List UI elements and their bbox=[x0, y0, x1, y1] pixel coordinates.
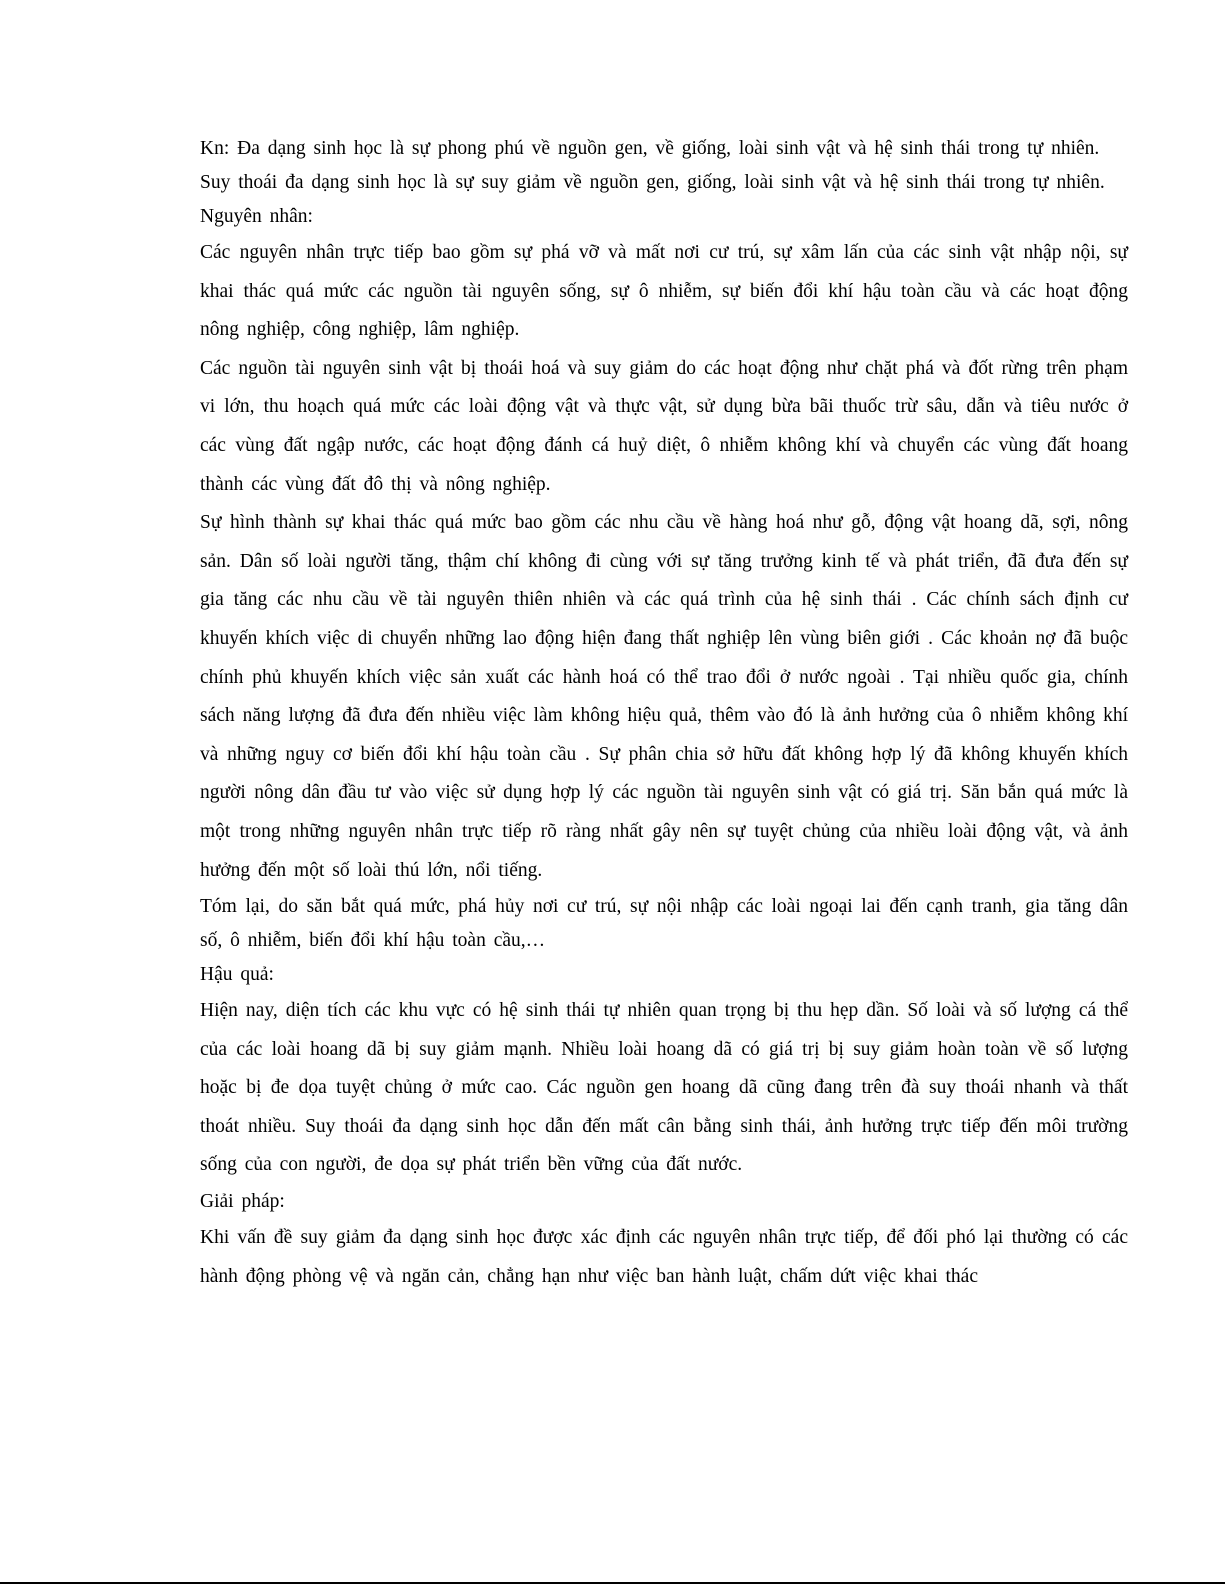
causes-direct-paragraph: Các nguyên nhân trực tiếp bao gồm sự phá vỡ và mất nơi cư trú, sự xâm lấn của các sinh vật nhập nội, sự khai thác quá mức các nguồn tài nguyên sống, sự ô nhiễm, sự biến đổi khí hậu toàn cầu và các hoạt động nông nghiệp, công nghiệp, lâm nghiệp. bbox=[200, 242, 1128, 341]
solutions-heading: Giải pháp: bbox=[200, 1191, 285, 1213]
solutions-paragraph: Khi vấn đề suy giảm đa dạng sinh học được xác định các nguyên nhân trực tiếp, để đối phó lại thường có các hành động phòng vệ và ngăn cản, chẳng hạn như việc ban hành luật, chấm dứt việc khai thác bbox=[200, 1227, 1128, 1287]
causes-resources-paragraph: Các nguồn tài nguyên sinh vật bị thoái hoá và suy giảm do các hoạt động như chặt phá và đốt rừng trên phạm vi lớn, thu hoạch quá mức các loài động vật và thực vật, sử dụng bừa bãi thuốc trừ sâu, dẫn và tiêu nước ở các vùng đất ngập nước, các hoạt động đánh cá huỷ diệt, ô nhiễm không khí và chuyển các vùng đất hoang thành các vùng đất đô thị và nông nghiệp. bbox=[200, 357, 1128, 495]
causes-exploitation-paragraph: Sự hình thành sự khai thác quá mức bao gồm các nhu cầu về hàng hoá như gỗ, động vật hoang dã, sợi, nông sản. Dân số loài người tăng, thậm chí không đi cùng với sự tăng trưởng kinh tế và phát triển, đã đưa đến sự gia tăng các nhu cầu về tài nguyên thiên nhiên và các quá trình của hệ sinh thái . Các chính sách định cư khuyến khích việc di chuyển những lao động hiện đang thất nghiệp lên vùng biên giới . Các khoản nợ đã buộc chính phủ khuyến khích việc sản xuất các hành hoá có thể trao đổi ở nước ngoài . Tại nhiều quốc gia, chính sách năng lượng đã đưa đến nhiều việc làm không hiệu quả, thêm vào đó là ảnh hưởng của ô nhiễm không khí và những nguy cơ biến đổi khí hậu toàn cầu . Sự phân chia sở hữu đất không hợp lý đã không khuyến khích người nông dân đầu tư vào việc sử dụng hợp lý các nguồn tài nguyên sinh vật có giá trị. Săn bắn quá mức là một trong những nguyên nhân trực tiếp rõ ràng nhất gây nên sự tuyệt chủng của nhiều loài động vật, và ảnh hưởng đến một số loài thú lớn, nổi tiếng. bbox=[200, 512, 1128, 881]
causes-summary-paragraph: Tóm lại, do săn bắt quá mức, phá hủy nơi cư trú, sự nội nhập các loài ngoại lai đến cạnh tranh, gia tăng dân số, ô nhiễm, biến đổi khí hậu toàn cầu,… bbox=[200, 896, 1128, 952]
consequences-paragraph: Hiện nay, diện tích các khu vực có hệ sinh thái tự nhiên quan trọng bị thu hẹp dần. Số loài và số lượng cá thể của các loài hoang dã bị suy giảm mạnh. Nhiều loài hoang dã có giá trị bị suy giảm hoàn toàn về số lượng hoặc bị đe dọa tuyệt chủng ở mức cao. Các nguồn gen hoang dã cũng đang trên đà suy thoái nhanh và thất thoát nhiều. Suy thoái đa dạng sinh học dẫn đến mất cân bằng sinh thái, ảnh hưởng trực tiếp đến môi trường sống của con người, đe dọa sự phát triển bền vững của đất nước. bbox=[200, 1000, 1128, 1176]
page-bottom-divider bbox=[0, 1582, 1225, 1584]
causes-heading: Nguyên nhân: bbox=[200, 206, 313, 227]
consequences-heading: Hậu quả: bbox=[200, 964, 274, 986]
degradation-definition-paragraph: Suy thoái đa dạng sinh học là sự suy giảm về nguồn gen, giống, loài sinh vật và hệ sinh thái trong tự nhiên. bbox=[200, 172, 1105, 193]
definition-paragraph: Kn: Đa dạng sinh học là sự phong phú về nguồn gen, về giống, loài sinh vật và hệ sinh thái trong tự nhiên. bbox=[200, 138, 1100, 159]
document-body bbox=[200, 132, 1128, 1296]
